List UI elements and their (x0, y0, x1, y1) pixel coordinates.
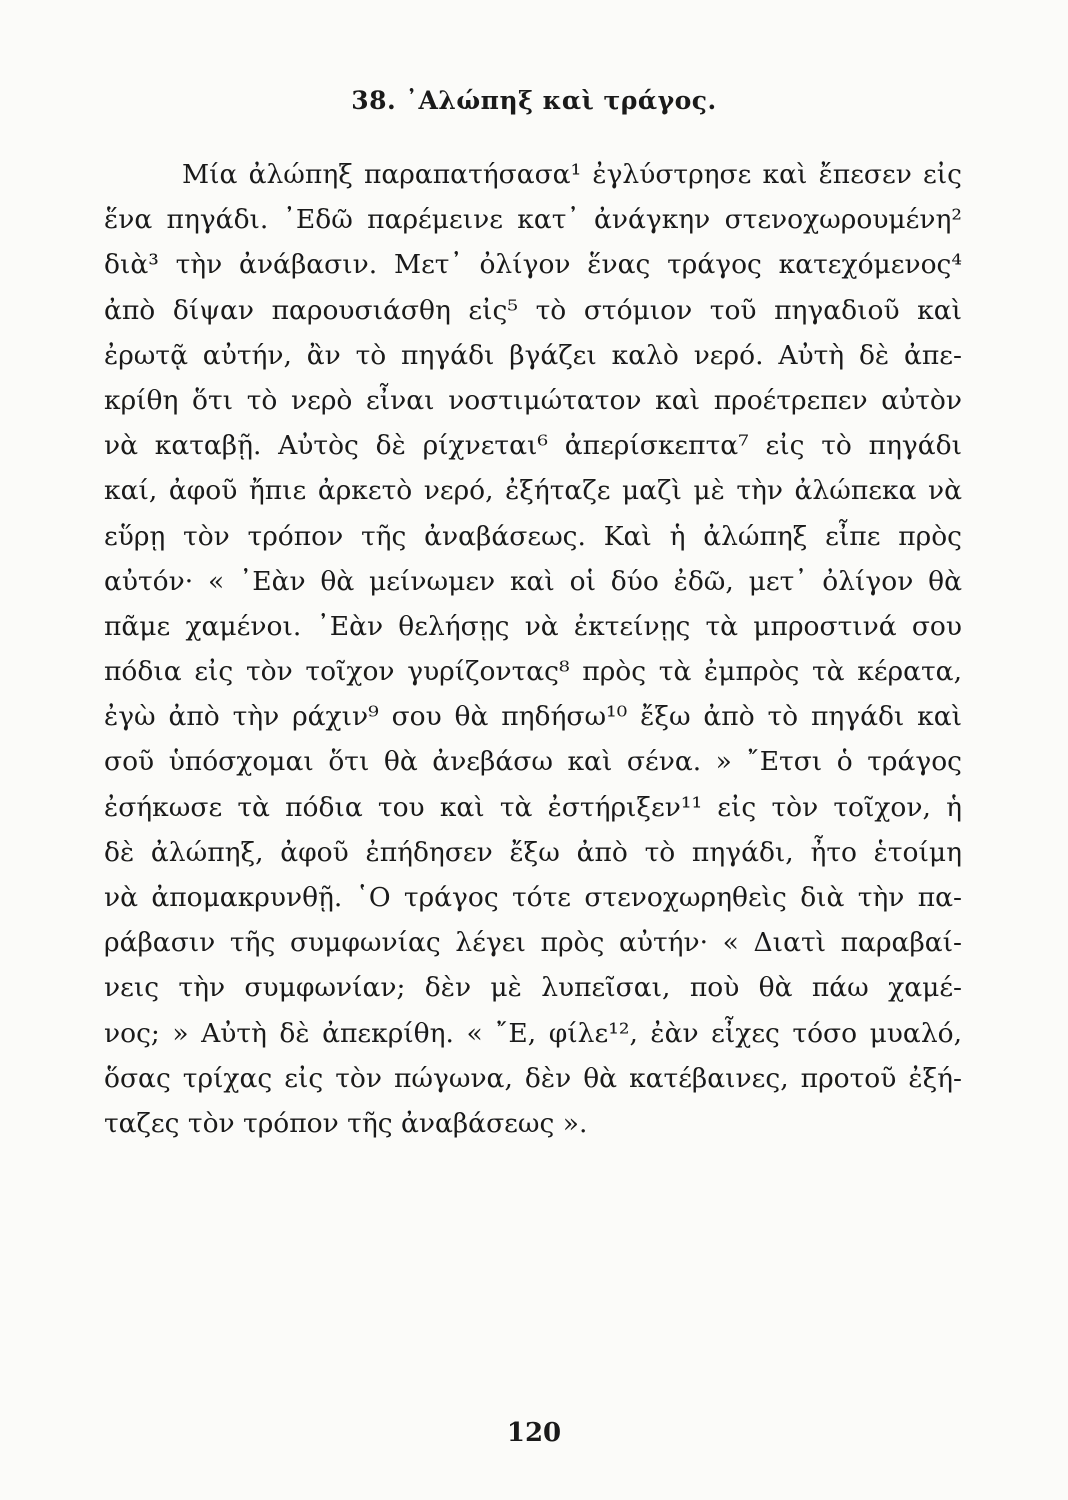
text-line: ἐγὼ ἀπὸ τὴν ράχιν⁹ σου θὰ πηδήσω¹⁰ ἔξω ἀπὸ τὸ πηγάδι καὶ (104, 701, 962, 733)
body-text (104, 152, 962, 1146)
text-line: νὰ καταβῇ. Αὐτὸς δὲ ρίχνεται⁶ ἀπερίσκεπτα⁷ εἰς τὸ πηγάδι (104, 430, 962, 462)
text-line: δὲ ἀλώπηξ, ἀφοῦ ἐπήδησεν ἔξω ἀπὸ τὸ πηγάδι, ἦτο ἑτοίμη (104, 836, 962, 868)
text-line: πᾶμε χαμένοι. ᾿Εὰν θελήσῃς νὰ ἐκτείνῃς τὰ μπροστινά σου (104, 610, 962, 642)
text-line: εὕρῃ τὸν τρόπον τῆς ἀναβάσεως. Καὶ ἡ ἀλώπηξ εἶπε πρὸς (104, 520, 962, 552)
text-line: ἐρωτᾷ αὐτήν, ἂν τὸ πηγάδι βγάζει καλὸ νερό. Αὐτὴ δὲ ἀπε- (104, 339, 962, 371)
text-line: καί, ἀφοῦ ἤπιε ἀρκετὸ νερό, ἐξήταζε μαζὶ μὲ τὴν ἀλώπεκα νὰ (104, 475, 962, 507)
text-line: πόδια εἰς τὸν τοῖχον γυρίζοντας⁸ πρὸς τὰ ἐμπρὸς τὰ κέρατα, (104, 656, 962, 688)
text-line: διὰ³ τὴν ἀνάβασιν. Μετ᾿ ὀλίγον ἕνας τράγος κατεχόμενος⁴ (104, 249, 962, 281)
text-line: νεις τὴν συμφωνίαν; δὲν μὲ λυπεῖσαι, ποὺ θὰ πάω χαμέ- (104, 972, 962, 1004)
text-line: αὐτόν· « ᾿Εὰν θὰ μείνωμεν καὶ οἱ δύο ἐδῶ, μετ᾿ ὀλίγον θὰ (104, 565, 962, 597)
text-line: νὰ ἀπομακρυνθῇ. ῾Ο τράγος τότε στενοχωρηθεὶς διὰ τὴν πα- (104, 882, 962, 913)
text-line: ἀπὸ δίψαν παρουσιάσθη εἰς⁵ τὸ στόμιον τοῦ πηγαδιοῦ καὶ (104, 294, 962, 326)
text-line: ταζες τὸν τρόπον τῆς ἀναβάσεως ». (104, 1107, 588, 1139)
text-line: ἕνα πηγάδι. ᾿Εδῶ παρέμεινε κατ᾿ ἀνάγκην στενοχωρουμένη² (104, 204, 962, 236)
page-number: 120 (506, 1418, 562, 1448)
text-line: σοῦ ὑπόσχομαι ὅτι θὰ ἀνεβάσω καὶ σένα. » ῎Ετσι ὁ τράγος (104, 746, 962, 778)
text-line: νος; » Αὐτὴ δὲ ἀπεκρίθη. « ῎Ε, φίλε¹², ἐὰν εἶχες τόσο μυαλό, (104, 1017, 962, 1049)
text-line: κρίθη ὅτι τὸ νερὸ εἶναι νοστιμώτατον καὶ προέτρεπεν αὐτὸν (104, 384, 962, 416)
text-line: Μία ἀλώπηξ παραπατήσασα¹ ἐγλύστρησε καὶ ἔπεσεν εἰς (182, 159, 962, 190)
text-line: ράβασιν τῆς συμφωνίας λέγει πρὸς αὐτήν· « Διατὶ παραβαί- (104, 927, 962, 959)
text-line: ὅσας τρίχας εἰς τὸν πώγωνα, δὲν θὰ κατέβαινες, προτοῦ ἐξή- (104, 1062, 962, 1094)
page-title: 38. ᾿Αλώπηξ καὶ τράγος. (351, 86, 717, 115)
text-line: ἐσήκωσε τὰ πόδια του καὶ τὰ ἐστήριξεν¹¹ εἰς τὸν τοῖχον, ἡ (104, 791, 962, 823)
